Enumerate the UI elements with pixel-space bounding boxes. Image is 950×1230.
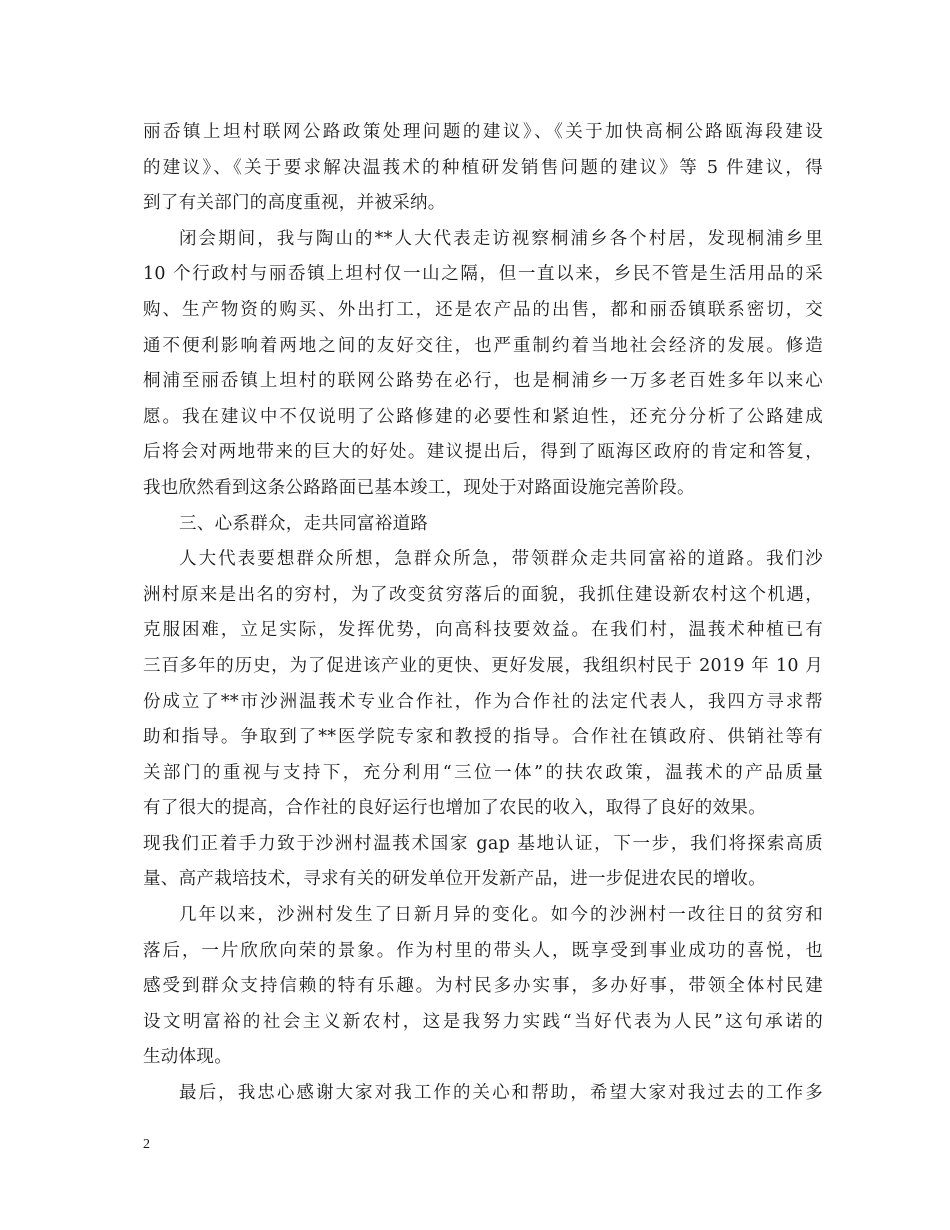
text-line: 克服困难，立足实际，发挥优势，向高科技要效益。在我们村，温莪术种植已有 (143, 620, 823, 641)
text-line: 洲村原来是出名的穷村，为了改变贫穷落后的面貌，我抓住建设新农村这个机遇， (143, 584, 823, 605)
text-line: 份成立了**市沙洲温莪术专业合作社，作为合作社的法定代表人，我四方寻求帮 (143, 691, 823, 712)
text-line: 后将会对两地带来的巨大的好处。建议提出后，得到了瓯海区政府的肯定和答复， (143, 442, 823, 463)
text-line: 助和指导。争取到了**医学院专家和教授的指导。合作社在镇政府、供销社等有 (143, 727, 823, 748)
text-line: 有了很大的提高，合作社的良好运行也增加了农民的收入，取得了良好的效果。 (143, 798, 766, 819)
text-line: 我也欣然看到这条公路路面已基本竣工，现处于对路面设施完善阶段。 (143, 477, 695, 498)
text-line: 落后，一片欣欣向荣的景象。作为村里的带头人，既享受到事业成功的喜悦，也 (143, 940, 823, 961)
text-line: 最后，我忠心感谢大家对我工作的关心和帮助，希望大家对我过去的工作多 (179, 1083, 823, 1104)
document-body (143, 115, 823, 1112)
text-line: 的建议》、《关于要求解决温莪术的种植研发销售问题的建议》等 5 件建议，得 (143, 157, 823, 178)
text-line: 10 个行政村与丽岙镇上坦村仅一山之隔，但一直以来，乡民不管是生活用品的采 (143, 264, 823, 285)
text-line: 量、高产栽培技术，寻求有关的研发单位开发新产品，进一步促进农民的增收。 (143, 869, 766, 890)
text-line: 桐浦至丽岙镇上坦村的联网公路势在必行，也是桐浦乡一万多老百姓多年以来心 (143, 371, 823, 392)
text-line: 闭会期间，我与陶山的**人大代表走访视察桐浦乡各个村居，发现桐浦乡里 (179, 228, 823, 249)
text-line: 关部门的重视与支持下，充分利用“三位一体”的扶农政策，温莪术的产品质量 (143, 762, 823, 783)
text-line: 几年以来，沙洲村发生了日新月异的变化。如今的沙洲村一改往日的贫穷和 (179, 905, 823, 926)
text-line: 到了有关部门的高度重视，并被采纳。 (143, 193, 446, 214)
text-line: 丽岙镇上坦村联网公路政策处理问题的建议》、《关于加快高桐公路瓯海段建设 (143, 122, 823, 142)
page-number: 2 (143, 1137, 150, 1152)
text-line: 购、生产物资的购买、外出打工，还是农产品的出售，都和丽岙镇联系密切，交 (143, 299, 823, 320)
text-line: 设文明富裕的社会主义新农村，这是我努力实践“当好代表为人民”这句承诺的 (143, 1011, 823, 1032)
text-line: 三、心系群众，走共同富裕道路 (179, 513, 429, 534)
text-line: 三百多年的历史，为了促进该产业的更快、更好发展，我组织村民于 2019 年 10 月 (143, 655, 823, 676)
text-line: 人大代表要想群众所想，急群众所急，带领群众走共同富裕的道路。我们沙 (179, 549, 823, 570)
text-line: 通不便利影响着两地之间的友好交往，也严重制约着当地社会经济的发展。修造 (143, 335, 823, 356)
text-line: 生动体现。 (143, 1047, 232, 1068)
text-line: 现我们正着手力致于沙洲村温莪术国家 gap 基地认证，下一步，我们将探索高质 (143, 833, 823, 854)
text-line: 愿。我在建议中不仅说明了公路修建的必要性和紧迫性，还充分分析了公路建成 (143, 406, 823, 427)
text-line: 感受到群众支持信赖的特有乐趣。为村民多办实事，多办好事，带领全体村民建 (143, 976, 823, 997)
